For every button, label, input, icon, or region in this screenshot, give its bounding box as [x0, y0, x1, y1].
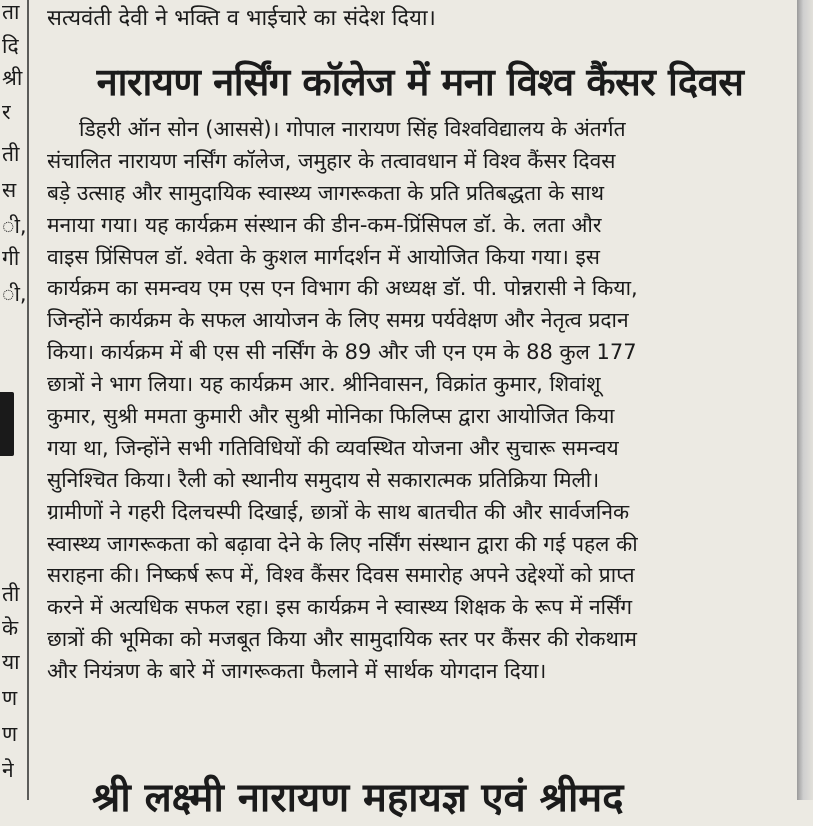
- article-line: छात्रों ने भाग लिया। यह कार्यक्रम आर. श्रीनिवासन, विक्रांत कुमार, शिवांशू: [47, 372, 601, 397]
- article-line: संचालित नारायण नर्सिंग कॉलेज, जमुहार के तत्वावधान में विश्व कैंसर दिवस: [47, 148, 616, 173]
- article-line: किया। कार्यक्रम में बी एस सी नर्सिंग के 89 और जी एन एम के 88 कुल 177: [47, 340, 637, 365]
- next-article-headline: श्री लक्ष्मी नारायण महायज्ञ एवं श्रीमद: [92, 775, 624, 821]
- left-fragment: ने: [2, 758, 14, 782]
- page-edge-shadow: [797, 0, 813, 800]
- left-fragment: र: [2, 100, 11, 124]
- left-fragment: श्री: [2, 66, 23, 90]
- adjacent-column-fragment: [0, 0, 27, 800]
- article-line: डिहरी ऑन सोन (आससे)। गोपाल नारायण सिंह विश्वविद्यालय के अंतर्गत: [79, 117, 626, 141]
- left-fragment: दि: [2, 34, 19, 58]
- left-fragment: गी: [2, 246, 20, 270]
- article-line: जिन्होंने कार्यक्रम के सफल आयोजन के लिए समग्र पर्यवेक्षण और नेतृत्व प्रदान: [47, 308, 629, 333]
- article-line: गया था, जिन्होंने सभी गतिविधियों की व्यवस्थित योजना और सुचारू समन्वय: [47, 435, 619, 460]
- article-line: स्वास्थ्य जागरूकता को बढ़ावा देने के लिए नर्सिंग संस्थान द्वारा की गई पहल की: [47, 531, 638, 556]
- left-fragment: ती: [2, 582, 20, 606]
- article-line: करने में अत्यधिक सफल रहा। इस कार्यक्रम ने स्वास्थ्य शिक्षक के रूप में नर्सिंग: [47, 595, 633, 620]
- left-fragment: ता: [2, 0, 20, 24]
- left-fragment: के: [2, 616, 19, 640]
- article-line: कार्यक्रम का समन्वय एम एस एन विभाग की अध्यक्ष डॉ. पी. पोन्नरासी ने किया,: [47, 276, 638, 301]
- article-line: छात्रों की भूमिका को मजबूत किया और सामुदायिक स्तर पर कैंसर की रोकथाम: [47, 627, 637, 652]
- article-line: बड़े उत्साह और सामुदायिक स्वास्थ्य जागरूकता के प्रति प्रतिबद्धता के साथ: [47, 180, 605, 205]
- previous-article-last-line: सत्यवंती देवी ने भक्ति व भाईचारे का संदेश दिया।: [47, 6, 436, 31]
- left-fragment: ी,: [2, 214, 27, 238]
- article-line: और नियंत्रण के बारे में जागरूकता फैलाने में सार्थक योगदान दिया।: [47, 659, 547, 684]
- article-headline: नारायण नर्सिंग कॉलेज में मना विश्व कैंसर दिवस: [96, 60, 744, 104]
- left-fragment: ण: [2, 722, 18, 746]
- column-divider: [27, 0, 29, 800]
- left-heading-fragment: [0, 392, 14, 456]
- article-body: [47, 114, 797, 688]
- article-line: सराहना की। निष्कर्ष रूप में, विश्व कैंसर दिवस समारोह अपने उद्देश्यों को प्राप्त: [47, 563, 635, 588]
- left-fragment: ी,: [2, 282, 27, 306]
- left-fragment: या: [2, 650, 20, 674]
- article-line: मनाया गया। यह कार्यक्रम संस्थान की डीन-कम-प्रिंसिपल डॉ. के. लता और: [47, 212, 602, 237]
- left-fragment: ती: [2, 142, 20, 166]
- article-line: कुमार, सुश्री ममता कुमारी और सुश्री मोनिका फिलिप्स द्वारा आयोजित किया: [47, 404, 615, 429]
- article-line: ग्रामीणों ने गहरी दिलचस्पी दिखाई, छात्रों के साथ बातचीत की और सार्वजनिक: [47, 499, 630, 524]
- article-line: सुनिश्चित किया। रैली को स्थानीय समुदाय से सकारात्मक प्रतिक्रिया मिली।: [47, 467, 600, 492]
- left-fragment: स: [2, 178, 17, 202]
- article-line: वाइस प्रिंसिपल डॉ. श्वेता के कुशल मार्गदर्शन में आयोजित किया गया। इस: [47, 244, 601, 269]
- left-fragment: ण: [2, 686, 18, 710]
